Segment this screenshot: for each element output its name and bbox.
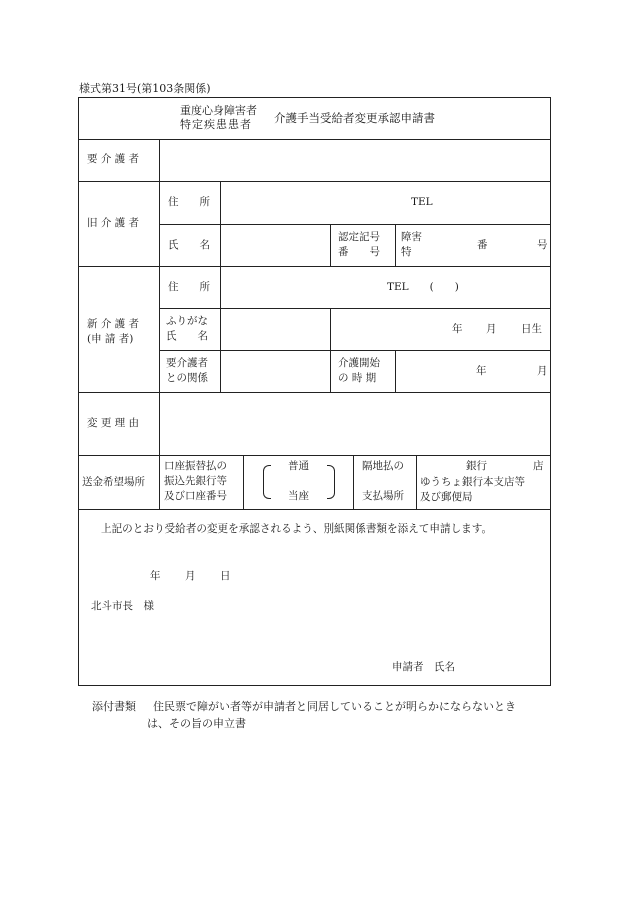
change-reason-field[interactable] [161, 394, 549, 453]
divider [78, 181, 551, 182]
old-address-field[interactable] [222, 183, 549, 222]
disability-label-2: 特 [401, 246, 412, 258]
old-caregiver-label: 旧 介 護 者 [87, 217, 140, 229]
care-start-label-1: 介護開始 [338, 357, 380, 369]
remote-payment-label-2: 支払場所 [362, 490, 404, 502]
start-month-label: 月 [537, 365, 548, 377]
new-name-label: 氏 名 [166, 330, 208, 342]
account-label-3: 及び口座番号 [164, 490, 227, 502]
postal-bank-label-1: ゆうちょ銀行本支店等 [420, 476, 525, 488]
relation-label-2: との関係 [166, 372, 208, 384]
account-type-ordinary[interactable]: 普通 [288, 460, 309, 472]
divider [353, 455, 354, 509]
account-label-2: 振込先銀行等 [164, 475, 227, 487]
disability-label-1: 障害 [401, 231, 422, 243]
divider [78, 266, 551, 267]
attachment-line-1: 住民票で障がい者等が申請者と同居していることが明らかにならないとき [153, 700, 516, 713]
divider [78, 392, 551, 393]
benefit-type-line-1: 重度心身障害者 [180, 104, 257, 117]
attachment-line-2: は、その旨の申立書 [147, 717, 246, 731]
number-char-go: 号 [537, 239, 548, 251]
divider [78, 139, 551, 140]
care-start-label-2: の 時 期 [338, 372, 377, 384]
care-recipient-field[interactable] [161, 141, 549, 179]
divider [78, 455, 551, 456]
divider [78, 509, 551, 510]
relation-label-1: 要介護者 [166, 357, 208, 369]
addressee: 北斗市長 様 [91, 600, 154, 612]
branch-label: 店 [533, 460, 544, 472]
divider [330, 224, 331, 266]
remote-payment-label-1: 隔地払の [362, 460, 404, 472]
relation-field[interactable] [222, 352, 328, 390]
form-number: 様式第31号(第103条関係) [79, 82, 211, 95]
divider [159, 350, 551, 351]
postal-bank-label-2: 及び郵便局 [420, 491, 473, 503]
old-name-field[interactable] [222, 226, 328, 264]
start-year-label: 年 [476, 365, 487, 377]
divider [395, 224, 396, 266]
divider [330, 308, 331, 392]
account-type-current[interactable]: 当座 [288, 490, 309, 502]
cert-number-label-2: 番 号 [338, 246, 380, 258]
new-address-field[interactable] [222, 268, 549, 306]
date-month-label: 月 [185, 570, 196, 582]
divider [159, 224, 551, 225]
applicant-signature-field[interactable] [465, 656, 545, 678]
birth-month-label: 月 [486, 323, 497, 335]
form-title: 介護手当受給者変更承認申請書 [274, 111, 435, 125]
date-day-label: 日 [220, 570, 231, 582]
benefit-type-line-2: 特定疾患患者 [180, 118, 252, 131]
number-char-ban: 番 [477, 239, 488, 251]
attachment-label: 添付書類 [92, 700, 136, 713]
account-label-1: 口座振替払の [164, 460, 227, 472]
declaration-statement: 上記のとおり受給者の変更を承認されるよう、別紙関係書類を添えて申請します。 [101, 523, 493, 535]
care-recipient-label: 要 介 護 者 [87, 153, 140, 165]
date-year-label: 年 [150, 570, 161, 582]
new-tel-label: TEL ( ) [387, 281, 459, 293]
change-reason-label: 変 更 理 由 [87, 417, 140, 429]
divider [159, 308, 551, 309]
divider [159, 139, 160, 509]
new-address-label: 住 所 [168, 281, 210, 293]
cert-number-label-1: 認定記号 [338, 231, 380, 243]
birth-year-label: 年 [452, 323, 463, 335]
new-caregiver-label: 新 介 護 者 [87, 318, 140, 330]
applicant-signature-label: 申請者 氏名 [392, 661, 455, 673]
divider [416, 455, 417, 509]
new-name-field[interactable] [222, 310, 328, 348]
applicant-sub-label: (申 請 者) [87, 333, 134, 345]
birth-day-label: 日生 [521, 323, 542, 335]
attachment-note [92, 698, 516, 732]
divider [220, 181, 221, 392]
furigana-label: ふりがな [166, 315, 208, 327]
bank-label: 銀行 [466, 460, 487, 472]
old-address-label: 住 所 [168, 196, 210, 208]
left-bracket [263, 465, 271, 499]
old-tel-label: TEL [411, 196, 433, 208]
old-name-label: 氏 名 [168, 239, 210, 251]
remittance-label: 送金希望場所 [82, 476, 145, 488]
divider [395, 350, 396, 392]
divider [243, 455, 244, 509]
right-bracket [327, 465, 335, 499]
